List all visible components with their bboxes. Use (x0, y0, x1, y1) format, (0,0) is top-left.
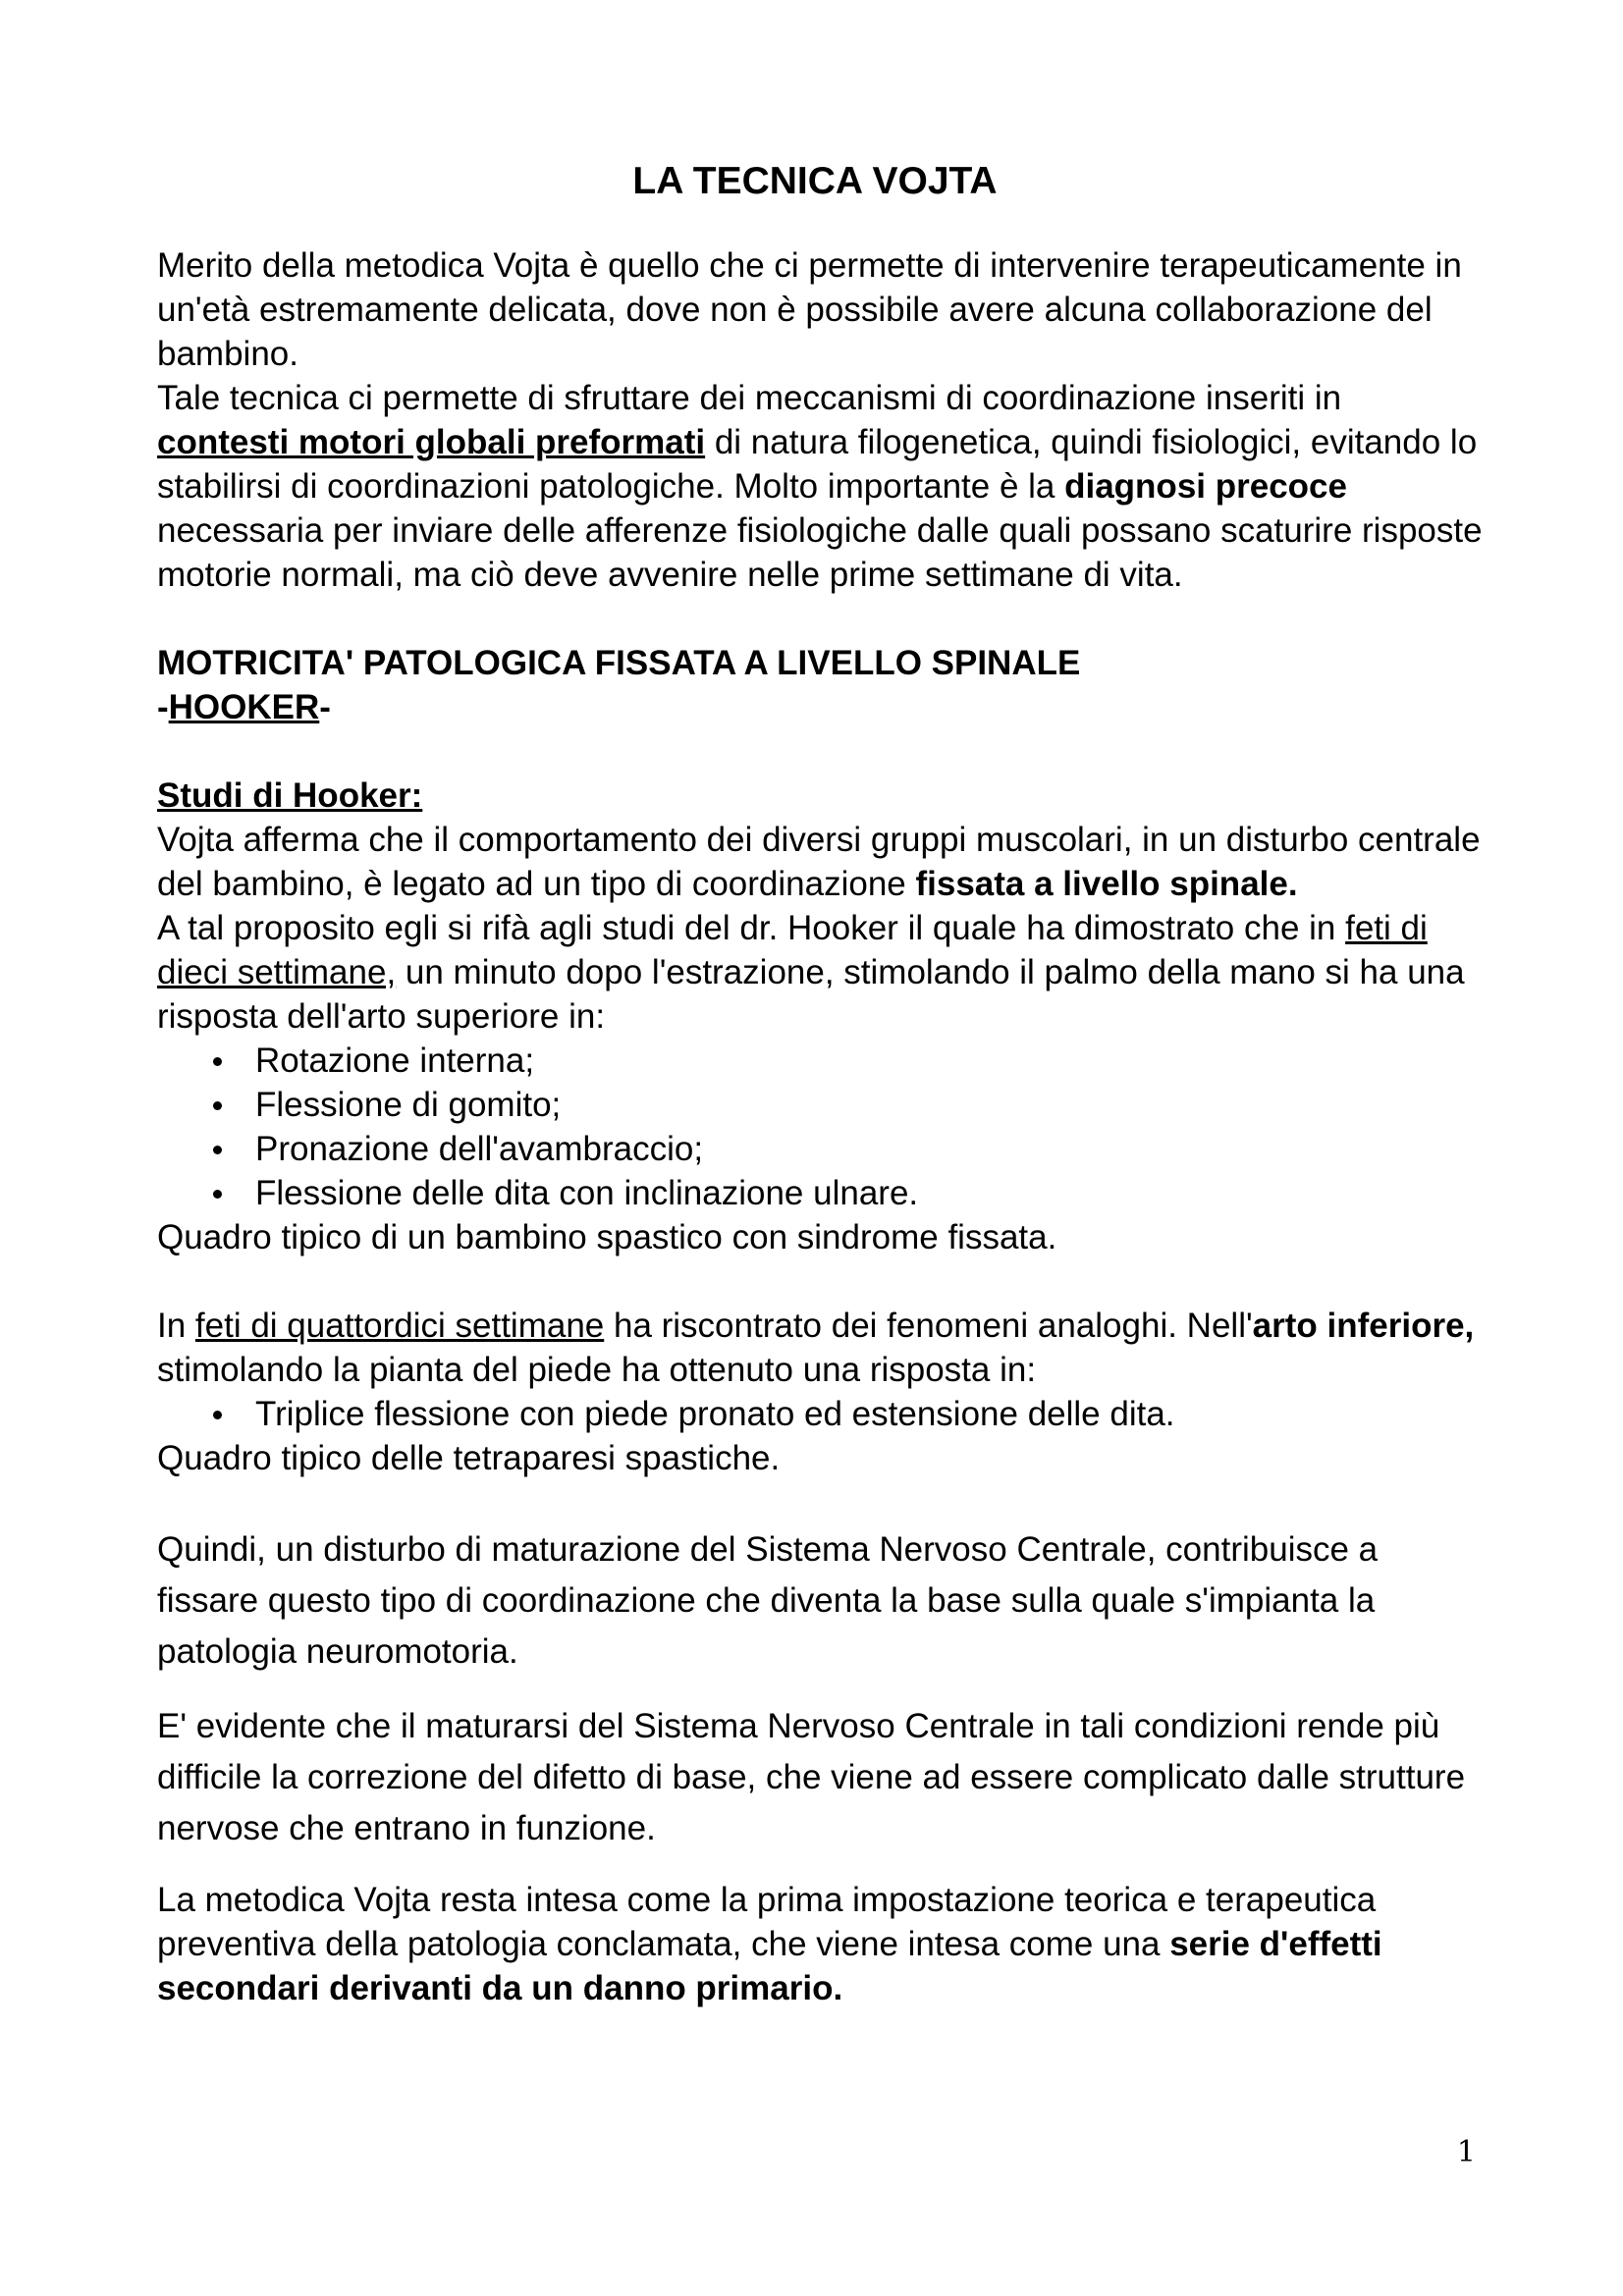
conclusion-p3-text: La metodica Vojta resta intesa come la prima impostazione teorica e terapeutica preventiva della patologia conclamata, che viene intesa come una (157, 1881, 1377, 1963)
intro-text: Merito della metodica Vojta è quello che ci permette di intervenire terapeuticamente in un'età estremamente delicata, dove non è possibile avere alcuna collaborazione del bambino. (157, 246, 1462, 373)
bullet-list-lower (157, 1392, 1483, 1436)
intro-text-2c: necessaria per inviare delle afferenze fisiologiche dalle quali possano scaturire risposte motorie normali, ma ciò deve avvenire nelle prime settimane di vita. (157, 511, 1483, 594)
spacer (157, 1480, 1483, 1524)
studies-paragraph-1 (157, 818, 1483, 906)
spacer (157, 1854, 1483, 1878)
document-page (157, 147, 1483, 2010)
conclusion-paragraph-3 (157, 1878, 1483, 2010)
bullet-list-upper (157, 1039, 1483, 1215)
studies-p3-text-c: stimolando la pianta del piede ha ottenuto una risposta in: (157, 1351, 1037, 1389)
spacer (157, 1678, 1483, 1701)
conclusion-paragraph-1: Quindi, un disturbo di maturazione del Sistema Nervoso Centrale, contribuisce a fissare questo tipo di coordinazione che diventa la base sulla quale s'impianta la patologia neuromotoria. (157, 1530, 1379, 1671)
emphasis-diagnosi: diagnosi precoce (1064, 467, 1347, 506)
studies-p3-text-b: ha riscontrato dei fenomeni analoghi. Nell' (604, 1307, 1253, 1345)
section-heading: MOTRICITA' PATOLOGICA FISSATA A LIVELLO SPINALE (157, 644, 1081, 682)
spacer (157, 597, 1483, 641)
document-title: LA TECNICA VOJTA (632, 160, 998, 202)
studies-p2-text-a: A tal proposito egli si rifà agli studi del dr. Hooker il quale ha dimostrato che in (157, 909, 1346, 947)
emphasis-contesti: contesti motori globali preformati (157, 423, 706, 461)
list-item: Flessione delle dita con inclinazione ulnare. (255, 1171, 1483, 1215)
spacer (157, 1259, 1483, 1304)
list-item: Flessione di gomito; (255, 1083, 1483, 1127)
studies-paragraph-3 (157, 1304, 1483, 1392)
list-item: Triplice flessione con piede pronato ed estensione delle dita. (255, 1392, 1483, 1436)
sub-prefix: - (157, 688, 169, 726)
intro-text-2a: Tale tecnica ci permette di sfruttare dei meccanismi di coordinazione inseriti in (157, 379, 1342, 417)
conclusion-paragraph-2: E' evidente che il maturarsi del Sistema Nervoso Centrale in tali condizioni rende più difficile la correzione del difetto di base, che viene ad essere complicato dalle strutture nervose che entrano in funzione. (157, 1707, 1466, 1847)
studies-after-list-2: Quadro tipico delle tetraparesi spastiche. (157, 1439, 781, 1477)
list-item: Rotazione interna; (255, 1039, 1483, 1083)
section-subheading (157, 685, 1483, 729)
spacer (157, 729, 1483, 774)
studies-p1-text: Vojta afferma che il comportamento dei diversi gruppi muscolari, in un disturbo centrale del bambino, è legato ad un tipo di coordinazione (157, 821, 1481, 903)
studies-after-list-1: Quadro tipico di un bambino spastico con sindrome fissata. (157, 1218, 1057, 1256)
sub-name: HOOKER (168, 688, 320, 726)
studies-p2-text-b: un minuto dopo l'estrazione, stimolando il palmo della mano si ha una risposta dell'arto superiore in: (157, 953, 1465, 1036)
intro-paragraph (157, 243, 1483, 597)
sub-suffix: - (319, 688, 331, 726)
emphasis-fissata: fissata a livello spinale. (915, 865, 1298, 903)
studies-paragraph-2 (157, 906, 1483, 1039)
studies-heading: Studi di Hooker: (157, 776, 423, 815)
studies-p3-text-a: In (157, 1307, 195, 1345)
list-item: Pronazione dell'avambraccio; (255, 1127, 1483, 1171)
emphasis-arto-inferiore: arto inferiore, (1252, 1307, 1475, 1345)
page-number: 1 (1456, 2135, 1476, 2169)
emphasis-serie-effetti: serie d'effetti secondari derivanti da un danno primario. (157, 1925, 1382, 2007)
underline-feti-dieci: feti di dieci settimane, (157, 909, 1428, 991)
intro-text-2b: di natura filogenetica, quindi fisiologici, evitando lo stabilirsi di coordinazioni patologiche. Molto importante è la (157, 423, 1478, 506)
underline-feti-quattordici: feti di quattordici settimane (194, 1307, 605, 1345)
